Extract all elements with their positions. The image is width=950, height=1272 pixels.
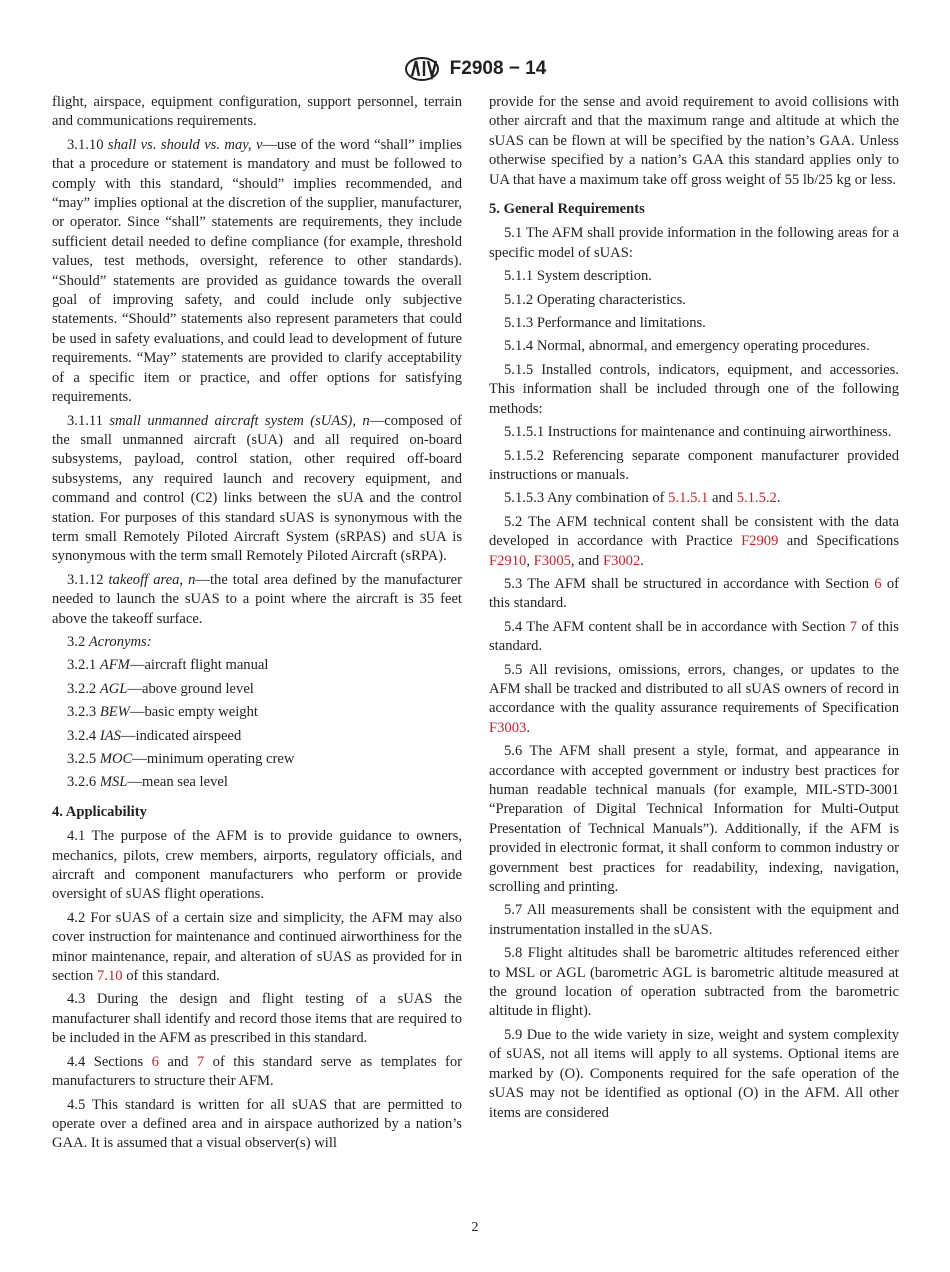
- text-run: 5.1.5.1 Instructions for maintenance and continuing airworthiness.: [504, 424, 892, 441]
- text-run: 5.1.4 Normal, abnormal, and emergency operating procedures.: [504, 338, 870, 355]
- text-run: .: [776, 490, 781, 507]
- paragraph: [52, 656, 462, 675]
- text-run: .: [640, 552, 644, 569]
- defined-term: AFM: [99, 657, 130, 674]
- defined-term: shall vs. should vs. may, v: [107, 136, 263, 153]
- text-run: .: [526, 719, 530, 736]
- text-run: 4.3 During the design and flight testing of a sUAS the manufacturer shall identify and record those items that are required to be included in the AFM as prescribed in this standard.: [52, 991, 462, 1047]
- text-run: —basic empty weight: [129, 704, 258, 721]
- cross-reference-link[interactable]: 7: [196, 1053, 205, 1070]
- defined-term: small unmanned aircraft system (sUAS), n: [109, 412, 370, 429]
- paragraph: [52, 1053, 462, 1092]
- paragraph: [489, 901, 899, 940]
- text-run: 5.1.3 Performance and limitations.: [504, 315, 706, 332]
- text-run: 3.2.4: [67, 727, 100, 744]
- cross-reference-link[interactable]: F3003: [489, 719, 527, 736]
- paragraph: [489, 489, 899, 508]
- paragraph: [489, 361, 899, 419]
- paragraph: [52, 633, 462, 652]
- cross-reference-link[interactable]: 7: [849, 618, 858, 635]
- defined-term: MOC: [99, 751, 133, 767]
- text-run: 3.2.5: [67, 751, 100, 767]
- text-run: of this standard.: [122, 968, 220, 985]
- left-column: [52, 93, 462, 1158]
- section-heading: 5. General Requirements: [489, 201, 645, 218]
- text-run: 5.3 The AFM shall be structured in accordance with Section: [504, 575, 875, 592]
- cross-reference-link[interactable]: F3002: [602, 552, 641, 569]
- text-run: 5.6 The AFM shall present a style, format, and appearance in accordance with accepted government or industry best practices for human readable technical manuals (for example, MIL-STD-3001 “Preparation of Digital Technical Information for Multi-Output Presentation of Technical Manuals”). Additionally, if the AFM is provided in electronic format, it shall conform to common industry or government best practices for readability, indexing, navigation, scrolling and printing.: [489, 743, 899, 896]
- text-run: 3.1.10: [67, 136, 108, 153]
- paragraph: [489, 314, 899, 333]
- text-run: 4.5 This standard is written for all sUAS that are permitted to operate over a defined area and in airspace authorized by a nation’s GAA. It is assumed that a visual observer(s) will: [52, 1096, 462, 1152]
- paragraph: [52, 136, 462, 408]
- defined-term: Acronyms:: [88, 633, 152, 650]
- text-run: 5.8 Flight altitudes shall be barometric altitudes referenced either to MSL or AGL (barometric AGL is barometric altitude measured at the ground location of operation subtracted from the barometric altitude in flight).: [489, 945, 899, 1020]
- text-run: 3.2: [67, 633, 89, 650]
- text-run: 5.1.5 Installed controls, indicators, equipment, and accessories. This information shall be included through one of the following methods:: [489, 361, 899, 417]
- text-run: —aircraft flight manual: [129, 657, 269, 674]
- defined-term: BEW: [99, 704, 130, 721]
- paragraph: [489, 618, 899, 657]
- text-run: —indicated airspeed: [120, 727, 242, 744]
- paragraph: [489, 447, 899, 486]
- text-run: and: [708, 490, 737, 507]
- astm-logo-icon: [404, 56, 440, 82]
- defined-term: takeoff area, n: [108, 571, 196, 588]
- paragraph: [52, 703, 462, 722]
- paragraph: [489, 575, 899, 614]
- cross-reference-link[interactable]: 5.1.5.2: [736, 490, 777, 507]
- text-run: 3.2.6: [67, 774, 100, 791]
- paragraph: [52, 727, 462, 746]
- cross-reference-link[interactable]: 6: [874, 575, 882, 592]
- page-number: 2: [471, 1220, 479, 1235]
- text-run: 3.2.2: [67, 680, 100, 697]
- paragraph: [52, 909, 462, 987]
- text-run: and Specifications: [778, 533, 899, 550]
- text-run: , and: [570, 552, 603, 569]
- cross-reference-link[interactable]: 6: [151, 1053, 159, 1070]
- paragraph: [489, 267, 899, 286]
- cross-reference-link[interactable]: F3005: [533, 552, 571, 569]
- text-run: 5.1.2 Operating characteristics.: [504, 291, 686, 308]
- text-run: 5.2 The AFM technical content shall be consistent with the data developed in accordance with Practice: [489, 513, 899, 550]
- text-run: —minimum operating crew: [132, 751, 295, 767]
- paragraph: [489, 93, 899, 190]
- text-run: 5.1.1 System description.: [504, 268, 652, 285]
- paragraph: [52, 750, 462, 769]
- text-run: 3.1.11: [67, 412, 110, 429]
- paragraph: [489, 513, 899, 571]
- page-header: [0, 56, 950, 82]
- text-run: flight, airspace, equipment configuration, support personnel, terrain and communications requirements.: [52, 94, 462, 130]
- text-run: 5.1.5.3 Any combination of: [504, 490, 669, 507]
- text-run: of this standard serve as templates for manufacturers to structure their AFM.: [52, 1053, 463, 1090]
- text-run: 5.4 The AFM content shall be in accordance with Section: [504, 618, 850, 635]
- paragraph: [489, 224, 899, 263]
- cross-reference-link[interactable]: 7.10: [97, 968, 123, 985]
- paragraph: [52, 680, 462, 699]
- paragraph: [52, 990, 462, 1048]
- paragraph: [489, 1026, 899, 1123]
- text-run: —composed of the small unmanned aircraft (sUA) and all required on-board subsystems, payload, control station, other required off-board subsystems, any required launch and recovery equipment, and command and control (C2) links between the sUA and the control station. For purposes of this standard sUAS is synonymous with the term small Remotely Piloted Aircraft System (sRPAS) and sUA is synonymous with the term small Remotely Piloted Aircraft (sRPA).: [52, 412, 463, 565]
- text-run: —use of the word “shall” implies that a procedure or statement is mandatory and must be followed to comply with this standard, “should” implies recommended, and “may” implies optional at the discretion of the supplier, manufacturer, or operator. Since “shall” statements are requirements, they include sufficient detail needed to define compliance (for example, threshold values, test methods, oversight, reference to other standards). “Should” statements are provided as guidance towards the overall goal of improving safety, and could include only subjective statements. “Should” statements also represent parameters that could be used in safety evaluations, and could lead to development of future requirements. “May” statements are provided to clarify acceptability of a specific item or practice, and offer options for satisfying requirements.: [52, 136, 462, 406]
- text-run: of this standard.: [489, 618, 899, 655]
- text-run: 5.9 Due to the wide variety in size, weight and system complexity of sUAS, not all items will apply to all systems. Optional items are marked by (O). Components required for the safe operation of the sUAS may not be identified as optional (O) in the AFM. All other items are considered: [489, 1026, 899, 1121]
- cross-reference-link[interactable]: F2910: [489, 552, 527, 569]
- text-run: —the total area defined by the manufacturer needed to launch the sUAS to a point where the aircraft is 35 feet above the takeoff surface.: [52, 571, 463, 627]
- text-run: 4.2 For sUAS of a certain size and simplicity, the AFM may also cover instruction for maintenance and continued airworthiness for the minor maintenance, repair, and alteration of sUAS as provided for in section: [52, 909, 462, 985]
- paragraph: [52, 412, 462, 567]
- paragraph: [52, 827, 462, 905]
- text-run: 4.4 Sections: [67, 1053, 152, 1070]
- text-run: provide for the sense and avoid requirement to avoid collisions with other aircraft and that the maximum range and altitude at which the sUAS can be flown at will be specified by the nation’s GAA. Unless otherwise specified by a nation’s GAA this standard applies only to UA that have a maximum take off gross weight of 55 lb/25 kg or less.: [489, 94, 899, 188]
- text-run: 4.1 The purpose of the AFM is to provide guidance to owners, mechanics, pilots, crew members, airports, regulatory officials, and aircraft and component manufacturers who perform or provide oversight of sUAS flight operations.: [52, 828, 462, 903]
- section-heading: 4. Applicability: [52, 803, 147, 820]
- text-run: 3.2.1: [67, 657, 100, 674]
- paragraph: [52, 93, 462, 132]
- text-run: 5.7 All measurements shall be consistent with the equipment and instrumentation installed in the sUAS.: [489, 902, 899, 938]
- cross-reference-link[interactable]: 5.1.5.1: [668, 490, 709, 507]
- paragraph: [52, 773, 462, 792]
- text-run: —above ground level: [127, 680, 254, 697]
- paragraph: [489, 944, 899, 1022]
- text-run: of this standard.: [489, 575, 899, 612]
- paragraph: [489, 423, 899, 442]
- defined-term: IAS: [99, 727, 121, 744]
- paragraph: [52, 1096, 462, 1154]
- text-run: 3.2.3: [67, 704, 100, 721]
- defined-term: AGL: [99, 680, 128, 697]
- text-run: and: [158, 1053, 197, 1070]
- cross-reference-link[interactable]: F2909: [741, 533, 779, 550]
- paragraph: [489, 291, 899, 310]
- text-run: ,: [526, 552, 534, 569]
- text-run: 5.5 All revisions, omissions, errors, changes, or updates to the AFM shall be tracked and distributed to all sUAS owners of record in accordance with the quality assurance requirements of Specification: [489, 661, 899, 717]
- standard-designation: F2908 − 14: [449, 58, 547, 79]
- paragraph: [489, 337, 899, 356]
- right-column: [489, 93, 899, 1127]
- paragraph: [52, 571, 462, 629]
- text-run: 5.1 The AFM shall provide information in the following areas for a specific model of sUAS:: [489, 225, 899, 261]
- text-run: 3.1.12: [67, 571, 109, 588]
- paragraph: [489, 661, 899, 739]
- text-run: 5.1.5.2 Referencing separate component manufacturer provided instructions or manuals.: [489, 447, 899, 483]
- defined-term: MSL: [99, 774, 128, 791]
- text-run: —mean sea level: [127, 774, 228, 791]
- paragraph: [489, 742, 899, 897]
